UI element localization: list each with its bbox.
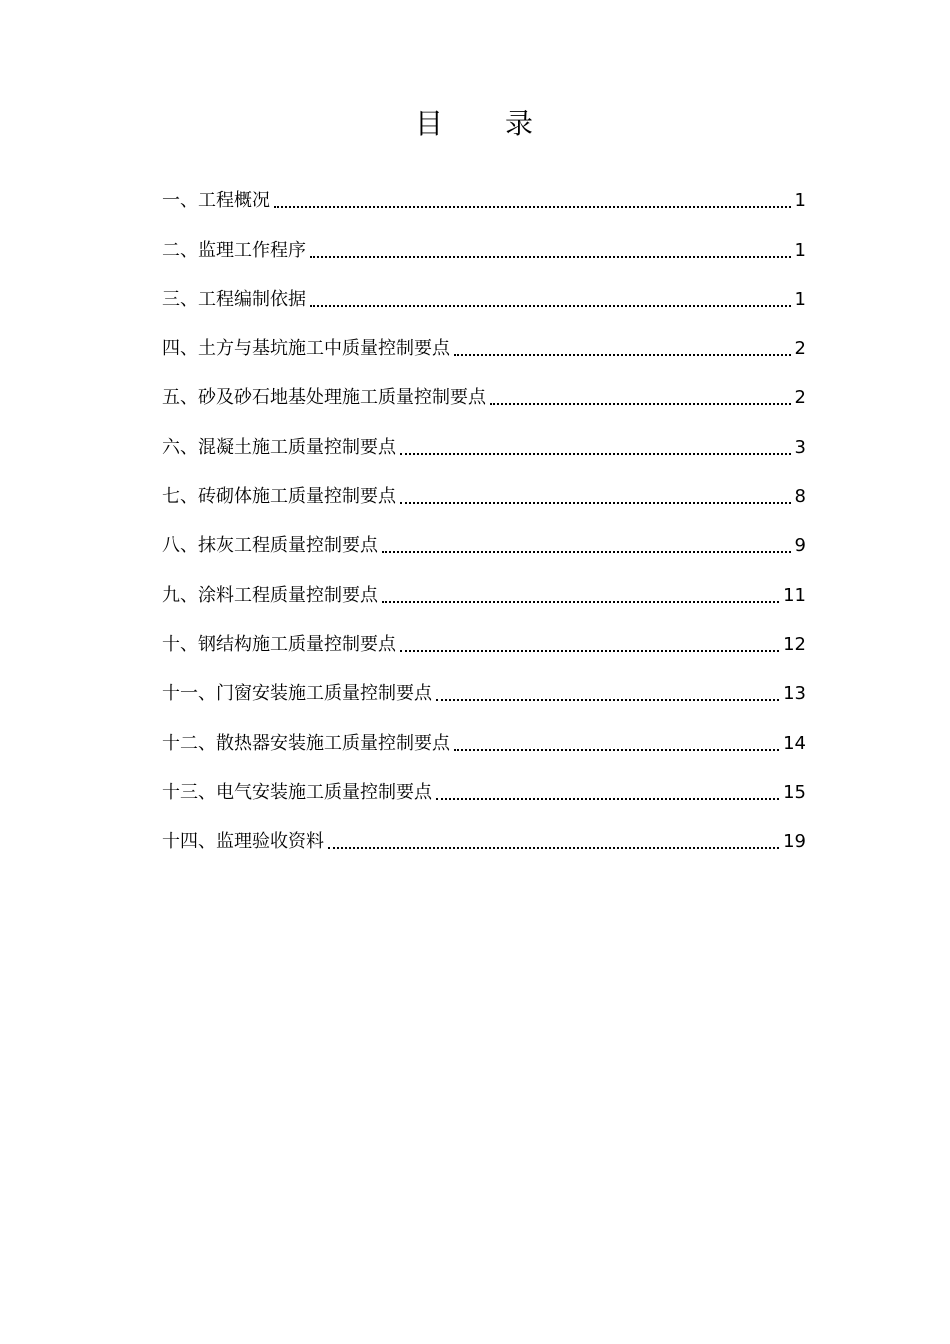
toc-entry-label: 一、工程概况	[162, 190, 270, 212]
dot-leader	[454, 749, 779, 751]
toc-entry-13[interactable]	[162, 759, 806, 808]
toc-entry-label: 二、监理工作程序	[162, 239, 306, 261]
toc-entry-page-number: 9	[794, 535, 806, 557]
toc-title: 目 录	[414, 107, 535, 140]
toc-entry-page-number: 2	[794, 338, 806, 360]
toc-entry-3[interactable]	[162, 266, 806, 315]
dot-leader	[382, 601, 779, 603]
toc-entry-page-number: 1	[794, 190, 806, 212]
toc-entry-10[interactable]	[162, 611, 806, 660]
toc-entry-page-number: 8	[794, 486, 806, 508]
dot-leader	[436, 798, 779, 800]
toc-entry-page-number: 14	[783, 732, 806, 754]
toc-entry-14[interactable]	[162, 808, 806, 857]
toc-entry-5[interactable]	[162, 364, 806, 413]
toc-entry-7[interactable]	[162, 463, 806, 512]
dot-leader	[436, 699, 779, 701]
toc-entry-9[interactable]	[162, 561, 806, 610]
toc-entry-page-number: 11	[783, 584, 806, 606]
toc-entry-page-number: 15	[783, 781, 806, 803]
toc-entry-4[interactable]	[162, 315, 806, 364]
toc-entry-label: 十一、门窗安装施工质量控制要点	[162, 683, 432, 705]
toc-entry-page-number: 2	[794, 387, 806, 409]
dot-leader	[310, 256, 791, 258]
toc-entry-6[interactable]	[162, 413, 806, 462]
toc-entry-11[interactable]	[162, 660, 806, 709]
dot-leader	[400, 650, 779, 652]
toc-entry-label: 十四、监理验收资料	[162, 831, 324, 853]
dot-leader	[490, 403, 791, 405]
toc-entry-label: 七、砖砌体施工质量控制要点	[162, 486, 396, 508]
toc-entry-label: 十二、散热器安装施工质量控制要点	[162, 732, 450, 754]
toc-entry-page-number: 3	[794, 436, 806, 458]
toc-entry-1[interactable]	[162, 167, 806, 216]
toc-entry-label: 五、砂及砂石地基处理施工质量控制要点	[162, 387, 486, 409]
toc-entry-label: 九、涂料工程质量控制要点	[162, 584, 378, 606]
toc-entry-page-number: 1	[794, 239, 806, 261]
dot-leader	[400, 502, 791, 504]
toc-entry-2[interactable]	[162, 216, 806, 265]
toc-entry-label: 八、抹灰工程质量控制要点	[162, 535, 378, 557]
dot-leader	[328, 847, 779, 849]
toc-entry-label: 十、钢结构施工质量控制要点	[162, 633, 396, 655]
dot-leader	[454, 354, 791, 356]
toc-entry-page-number: 12	[783, 633, 806, 655]
toc-entry-page-number: 19	[783, 831, 806, 853]
toc-entry-label: 六、混凝土施工质量控制要点	[162, 436, 396, 458]
toc-entry-page-number: 13	[783, 683, 806, 705]
toc-entry-page-number: 1	[794, 288, 806, 310]
toc-entry-label: 四、土方与基坑施工中质量控制要点	[162, 338, 450, 360]
toc-entry-12[interactable]	[162, 709, 806, 758]
dot-leader	[382, 551, 791, 553]
dot-leader	[310, 305, 791, 307]
table-of-contents	[162, 167, 806, 857]
toc-entry-label: 十三、电气安装施工质量控制要点	[162, 781, 432, 803]
dot-leader	[274, 206, 791, 208]
toc-entry-8[interactable]	[162, 512, 806, 561]
dot-leader	[400, 453, 791, 455]
toc-entry-label: 三、工程编制依据	[162, 288, 306, 310]
